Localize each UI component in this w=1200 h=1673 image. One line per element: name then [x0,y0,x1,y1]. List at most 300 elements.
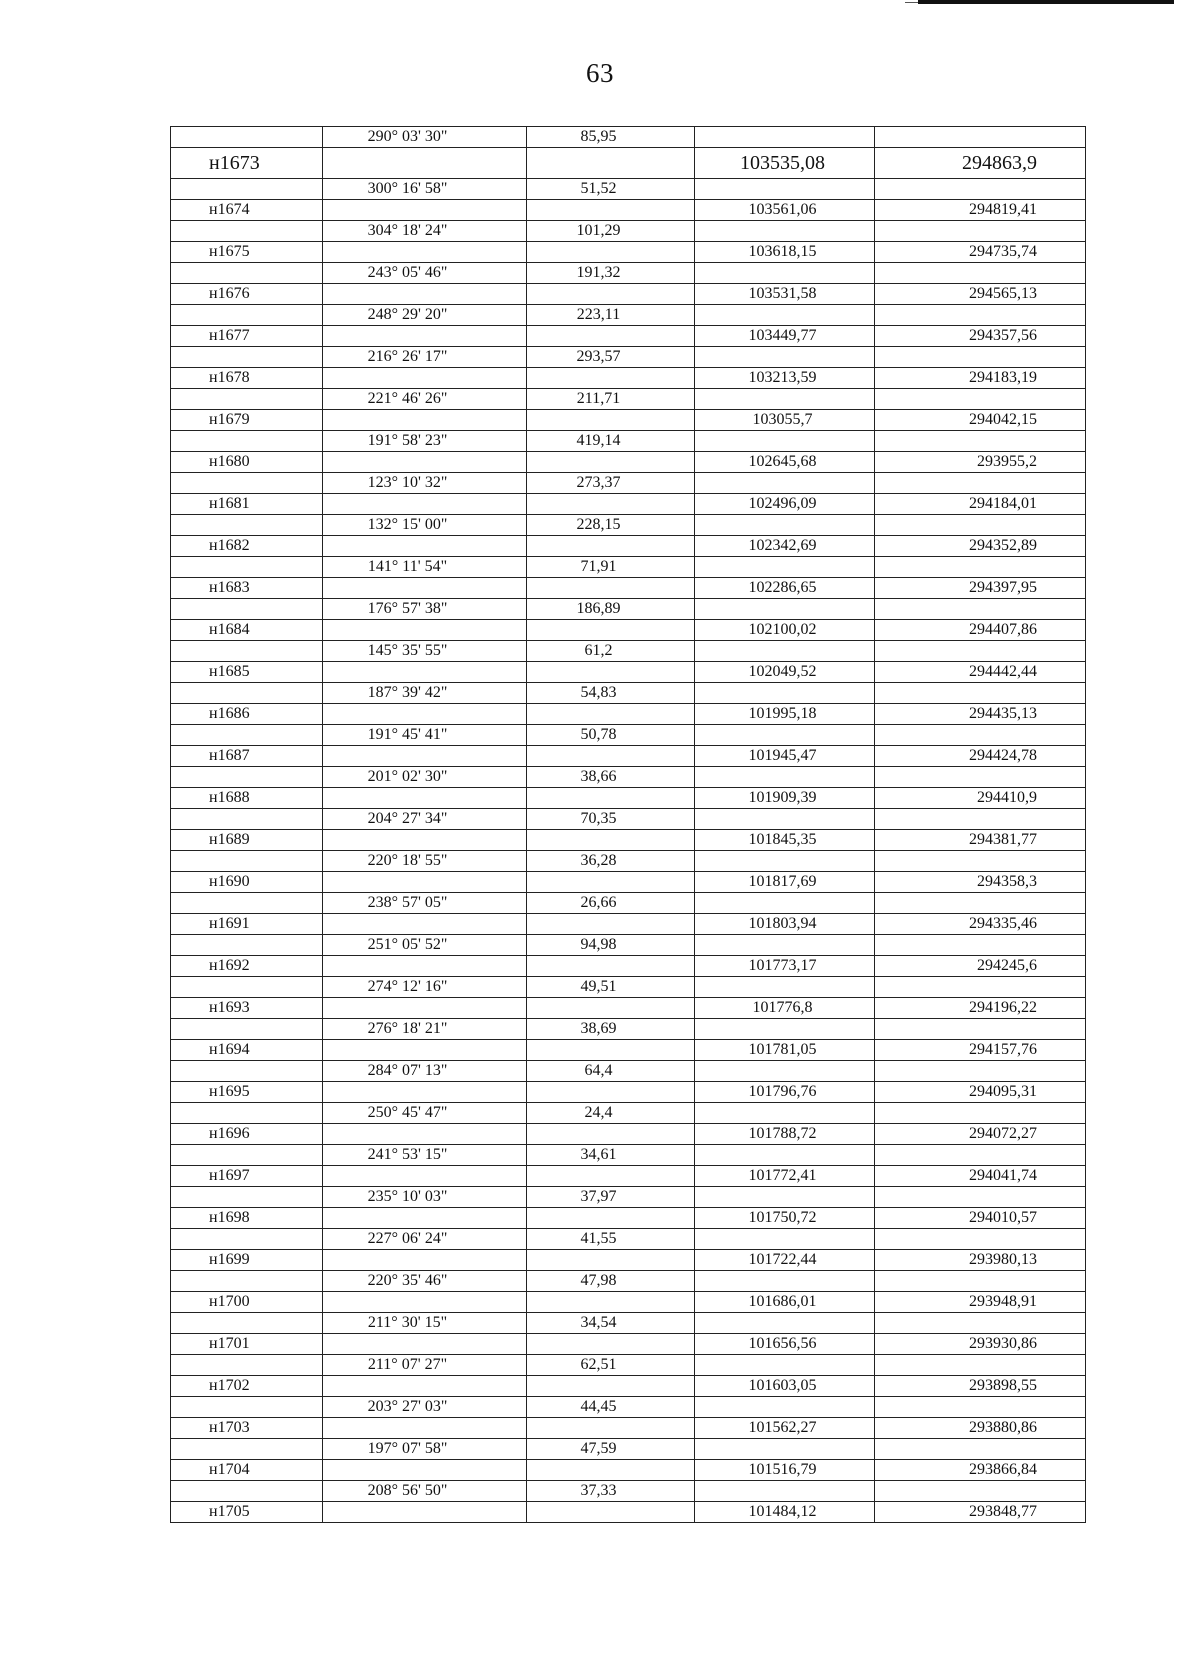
empty-cell [171,1019,323,1040]
empty-cell [695,1061,875,1082]
empty-cell [323,662,527,683]
x-coordinate-cell: 101772,41 [695,1166,875,1187]
empty-cell [171,1061,323,1082]
y-coordinate-cell: 294196,22 [875,998,1086,1019]
angle-cell: 243° 05' 46" [323,263,527,284]
empty-cell [323,1208,527,1229]
y-coordinate-cell: 293848,77 [875,1502,1086,1523]
x-coordinate-cell: 101686,01 [695,1292,875,1313]
empty-cell [527,872,695,893]
y-coordinate-cell: 294335,46 [875,914,1086,935]
empty-cell [527,1124,695,1145]
empty-cell [695,599,875,620]
table-row-point [171,326,1086,347]
y-coordinate-cell: 294183,19 [875,368,1086,389]
table-row-line [171,127,1086,148]
table-row-point [171,746,1086,767]
coordinates-table [170,126,1086,1523]
distance-cell: 228,15 [527,515,695,536]
point-name-cell: н1694 [171,1040,323,1061]
table-row-point [171,410,1086,431]
x-coordinate-cell: 101656,56 [695,1334,875,1355]
y-coordinate-cell: 294042,15 [875,410,1086,431]
y-coordinate-cell: 294095,31 [875,1082,1086,1103]
empty-cell [875,1187,1086,1208]
empty-cell [171,347,323,368]
empty-cell [171,767,323,788]
empty-cell [527,914,695,935]
table-row-point [171,242,1086,263]
angle-cell: 176° 57' 38" [323,599,527,620]
angle-cell: 250° 45' 47" [323,1103,527,1124]
empty-cell [171,683,323,704]
y-coordinate-cell: 294735,74 [875,242,1086,263]
empty-cell [695,1397,875,1418]
x-coordinate-cell: 102049,52 [695,662,875,683]
angle-cell: 241° 53' 15" [323,1145,527,1166]
empty-cell [323,452,527,473]
empty-cell [875,1439,1086,1460]
empty-cell [323,1250,527,1271]
table-row-line [171,683,1086,704]
table-row-line [171,221,1086,242]
table-row-point [171,1334,1086,1355]
empty-cell [323,1166,527,1187]
empty-cell [875,809,1086,830]
empty-cell [171,179,323,200]
empty-cell [695,683,875,704]
point-name-cell: н1692 [171,956,323,977]
x-coordinate-cell: 102645,68 [695,452,875,473]
empty-cell [527,284,695,305]
empty-cell [875,641,1086,662]
table-row-line [171,1439,1086,1460]
y-coordinate-cell: 294424,78 [875,746,1086,767]
empty-cell [171,305,323,326]
point-name-cell: н1703 [171,1418,323,1439]
empty-cell [527,1250,695,1271]
x-coordinate-cell: 101817,69 [695,872,875,893]
distance-cell: 186,89 [527,599,695,620]
coordinates-table-body [171,127,1086,1523]
point-name-cell: н1673 [171,148,323,179]
table-row-line [171,305,1086,326]
point-name-cell: н1691 [171,914,323,935]
empty-cell [875,767,1086,788]
empty-cell [323,830,527,851]
table-row-line [171,1481,1086,1502]
point-name-cell: н1704 [171,1460,323,1481]
table-row-line [171,473,1086,494]
empty-cell [527,1082,695,1103]
empty-cell [695,1355,875,1376]
distance-cell: 41,55 [527,1229,695,1250]
empty-cell [323,1082,527,1103]
x-coordinate-cell: 102286,65 [695,578,875,599]
x-coordinate-cell: 103449,77 [695,326,875,347]
x-coordinate-cell: 103531,58 [695,284,875,305]
table-row-point [171,536,1086,557]
angle-cell: 220° 18' 55" [323,851,527,872]
x-coordinate-cell: 101845,35 [695,830,875,851]
empty-cell [527,200,695,221]
point-name-cell: н1701 [171,1334,323,1355]
angle-cell: 187° 39' 42" [323,683,527,704]
x-coordinate-cell: 102100,02 [695,620,875,641]
empty-cell [875,935,1086,956]
empty-cell [527,242,695,263]
empty-cell [695,473,875,494]
table-row-point [171,662,1086,683]
empty-cell [527,410,695,431]
table-row-line [171,851,1086,872]
y-coordinate-cell: 294565,13 [875,284,1086,305]
distance-cell: 47,59 [527,1439,695,1460]
table-row-line [171,1355,1086,1376]
table-row-point [171,914,1086,935]
distance-cell: 44,45 [527,1397,695,1418]
empty-cell [875,347,1086,368]
empty-cell [527,452,695,473]
angle-cell: 221° 46' 26" [323,389,527,410]
table-row-point [171,998,1086,1019]
empty-cell [695,1019,875,1040]
angle-cell: 211° 07' 27" [323,1355,527,1376]
empty-cell [171,935,323,956]
empty-cell [323,872,527,893]
point-name-cell: н1688 [171,788,323,809]
table-row-line [171,599,1086,620]
empty-cell [875,127,1086,148]
table-row-point [171,1376,1086,1397]
empty-cell [875,263,1086,284]
angle-cell: 141° 11' 54" [323,557,527,578]
empty-cell [171,1313,323,1334]
empty-cell [695,725,875,746]
empty-cell [323,1040,527,1061]
empty-cell [323,956,527,977]
y-coordinate-cell: 294184,01 [875,494,1086,515]
table-row-point [171,1502,1086,1523]
distance-cell: 64,4 [527,1061,695,1082]
distance-cell: 54,83 [527,683,695,704]
distance-cell: 419,14 [527,431,695,452]
empty-cell [323,1460,527,1481]
table-row-point [171,1166,1086,1187]
empty-cell [527,1166,695,1187]
table-row-point [171,148,1086,179]
empty-cell [695,1439,875,1460]
empty-cell [875,179,1086,200]
empty-cell [875,683,1086,704]
empty-cell [695,977,875,998]
x-coordinate-cell: 101516,79 [695,1460,875,1481]
distance-cell: 293,57 [527,347,695,368]
table-row-line [171,1103,1086,1124]
y-coordinate-cell: 294358,3 [875,872,1086,893]
empty-cell [875,1481,1086,1502]
x-coordinate-cell: 101796,76 [695,1082,875,1103]
empty-cell [875,305,1086,326]
x-coordinate-cell: 101788,72 [695,1124,875,1145]
empty-cell [323,200,527,221]
empty-cell [695,305,875,326]
x-coordinate-cell: 101603,05 [695,1376,875,1397]
point-name-cell: н1693 [171,998,323,1019]
empty-cell [695,893,875,914]
empty-cell [323,620,527,641]
empty-cell [323,242,527,263]
angle-cell: 304° 18' 24" [323,221,527,242]
table-row-point [171,1082,1086,1103]
page-number: 63 [586,58,614,88]
empty-cell [695,1481,875,1502]
empty-cell [875,1103,1086,1124]
angle-cell: 123° 10' 32" [323,473,527,494]
empty-cell [323,1502,527,1523]
empty-cell [323,284,527,305]
empty-cell [527,998,695,1019]
empty-cell [875,515,1086,536]
table-row-point [171,1040,1086,1061]
empty-cell [171,1187,323,1208]
x-coordinate-cell: 101722,44 [695,1250,875,1271]
empty-cell [695,179,875,200]
empty-cell [527,1040,695,1061]
angle-cell: 290° 03' 30" [323,127,527,148]
empty-cell [695,935,875,956]
empty-cell [527,830,695,851]
table-row-point [171,620,1086,641]
empty-cell [875,1019,1086,1040]
table-row-point [171,1208,1086,1229]
table-row-line [171,641,1086,662]
x-coordinate-cell: 101773,17 [695,956,875,977]
empty-cell [875,473,1086,494]
table-row-point [171,830,1086,851]
angle-cell: 251° 05' 52" [323,935,527,956]
empty-cell [323,494,527,515]
empty-cell [323,148,527,179]
x-coordinate-cell: 101781,05 [695,1040,875,1061]
point-name-cell: н1702 [171,1376,323,1397]
x-coordinate-cell: 101995,18 [695,704,875,725]
x-coordinate-cell: 102342,69 [695,536,875,557]
x-coordinate-cell: 101776,8 [695,998,875,1019]
x-coordinate-cell: 101909,39 [695,788,875,809]
point-name-cell: н1676 [171,284,323,305]
empty-cell [171,809,323,830]
empty-cell [695,1103,875,1124]
distance-cell: 191,32 [527,263,695,284]
point-name-cell: н1697 [171,1166,323,1187]
angle-cell: 274° 12' 16" [323,977,527,998]
empty-cell [171,1103,323,1124]
empty-cell [695,1271,875,1292]
table-row-line [171,1229,1086,1250]
point-name-cell: н1674 [171,200,323,221]
point-name-cell: н1695 [171,1082,323,1103]
empty-cell [875,851,1086,872]
distance-cell: 273,37 [527,473,695,494]
empty-cell [527,148,695,179]
empty-cell [695,515,875,536]
empty-cell [527,326,695,347]
distance-cell: 38,66 [527,767,695,788]
distance-cell: 37,33 [527,1481,695,1502]
empty-cell [323,368,527,389]
empty-cell [171,1481,323,1502]
table-row-point [171,494,1086,515]
distance-cell: 94,98 [527,935,695,956]
table-row-line [171,179,1086,200]
angle-cell: 203° 27' 03" [323,1397,527,1418]
angle-cell: 227° 06' 24" [323,1229,527,1250]
empty-cell [695,851,875,872]
empty-cell [323,326,527,347]
empty-cell [527,1292,695,1313]
empty-cell [695,347,875,368]
y-coordinate-cell: 294442,44 [875,662,1086,683]
table-row-point [171,1250,1086,1271]
point-name-cell: н1700 [171,1292,323,1313]
x-coordinate-cell: 102496,09 [695,494,875,515]
y-coordinate-cell: 293980,13 [875,1250,1086,1271]
point-name-cell: н1685 [171,662,323,683]
angle-cell: 201° 02' 30" [323,767,527,788]
point-name-cell: н1689 [171,830,323,851]
table-row-line [171,1145,1086,1166]
point-name-cell: н1686 [171,704,323,725]
table-row-line [171,767,1086,788]
empty-cell [323,1292,527,1313]
table-row-line [171,1061,1086,1082]
table-row-line [171,557,1086,578]
empty-cell [323,578,527,599]
empty-cell [695,127,875,148]
table-row-point [171,1292,1086,1313]
y-coordinate-cell: 293930,86 [875,1334,1086,1355]
distance-cell: 37,97 [527,1187,695,1208]
point-name-cell: н1679 [171,410,323,431]
angle-cell: 145° 35' 55" [323,641,527,662]
angle-cell: 216° 26' 17" [323,347,527,368]
distance-cell: 62,51 [527,1355,695,1376]
angle-cell: 191° 45' 41" [323,725,527,746]
distance-cell: 24,4 [527,1103,695,1124]
angle-cell: 284° 07' 13" [323,1061,527,1082]
point-name-cell: н1680 [171,452,323,473]
table-row-line [171,1271,1086,1292]
table-row-point [171,1460,1086,1481]
empty-cell [695,1145,875,1166]
x-coordinate-cell: 101803,94 [695,914,875,935]
y-coordinate-cell: 294352,89 [875,536,1086,557]
distance-cell: 51,52 [527,179,695,200]
y-coordinate-cell: 293880,86 [875,1418,1086,1439]
table-row-line [171,935,1086,956]
empty-cell [171,389,323,410]
empty-cell [695,767,875,788]
empty-cell [323,914,527,935]
table-row-line [171,809,1086,830]
y-coordinate-cell: 294863,9 [875,148,1086,179]
empty-cell [171,557,323,578]
y-coordinate-cell: 294357,56 [875,326,1086,347]
empty-cell [695,809,875,830]
angle-cell: 238° 57' 05" [323,893,527,914]
table-row-point [171,956,1086,977]
empty-cell [875,1397,1086,1418]
empty-cell [323,746,527,767]
y-coordinate-cell: 293866,84 [875,1460,1086,1481]
y-coordinate-cell: 294245,6 [875,956,1086,977]
table-row-line [171,1187,1086,1208]
table-row-line [171,515,1086,536]
y-coordinate-cell: 294381,77 [875,830,1086,851]
empty-cell [695,1313,875,1334]
empty-cell [875,1271,1086,1292]
y-coordinate-cell: 293948,91 [875,1292,1086,1313]
distance-cell: 38,69 [527,1019,695,1040]
empty-cell [527,704,695,725]
table-row-line [171,389,1086,410]
distance-cell: 36,28 [527,851,695,872]
point-name-cell: н1687 [171,746,323,767]
table-row-line [171,1313,1086,1334]
empty-cell [875,725,1086,746]
distance-cell: 70,35 [527,809,695,830]
angle-cell: 248° 29' 20" [323,305,527,326]
point-name-cell: н1696 [171,1124,323,1145]
point-name-cell: н1699 [171,1250,323,1271]
distance-cell: 34,54 [527,1313,695,1334]
empty-cell [171,221,323,242]
angle-cell: 132° 15' 00" [323,515,527,536]
empty-cell [527,662,695,683]
empty-cell [875,599,1086,620]
empty-cell [527,1502,695,1523]
empty-cell [171,977,323,998]
empty-cell [875,1313,1086,1334]
empty-cell [171,1145,323,1166]
distance-cell: 71,91 [527,557,695,578]
empty-cell [875,431,1086,452]
empty-cell [171,1355,323,1376]
table-row-line [171,1397,1086,1418]
empty-cell [171,127,323,148]
y-coordinate-cell: 294157,76 [875,1040,1086,1061]
empty-cell [695,641,875,662]
table-row-point [171,1418,1086,1439]
distance-cell: 85,95 [527,127,695,148]
table-row-point [171,872,1086,893]
empty-cell [171,473,323,494]
x-coordinate-cell: 101562,27 [695,1418,875,1439]
x-coordinate-cell: 101750,72 [695,1208,875,1229]
empty-cell [695,1187,875,1208]
distance-cell: 223,11 [527,305,695,326]
distance-cell: 211,71 [527,389,695,410]
empty-cell [323,1418,527,1439]
table-row-point [171,704,1086,725]
distance-cell: 61,2 [527,641,695,662]
empty-cell [527,956,695,977]
y-coordinate-cell: 294041,74 [875,1166,1086,1187]
empty-cell [695,221,875,242]
empty-cell [527,1460,695,1481]
empty-cell [323,788,527,809]
